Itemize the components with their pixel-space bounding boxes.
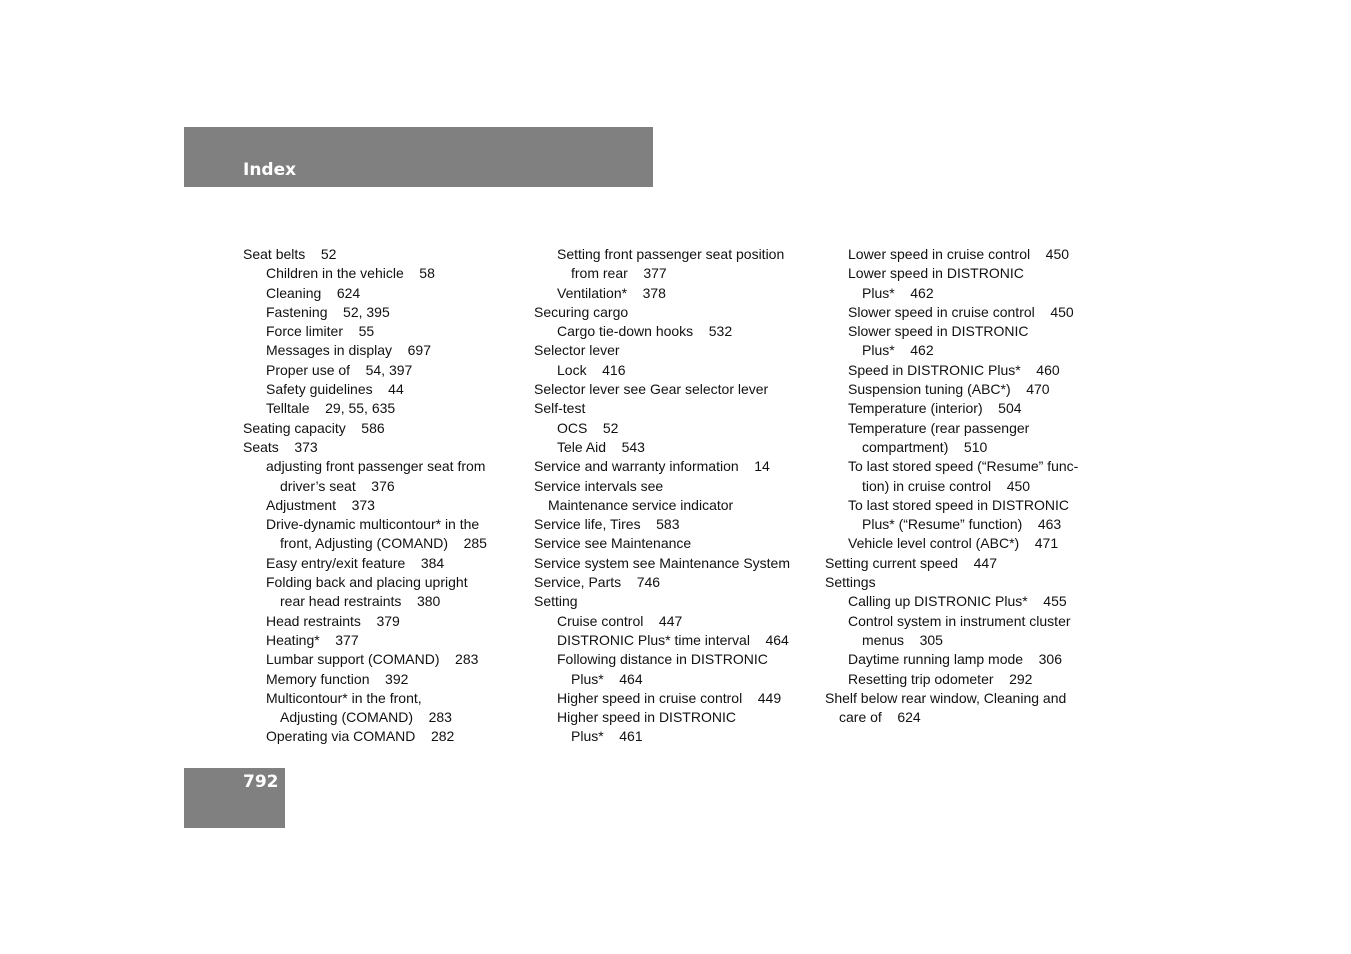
index-entry: Selector lever xyxy=(534,342,620,359)
index-subentry: Children in the vehicle 58 xyxy=(266,265,435,282)
index-subentry: Lower speed in cruise control 450 xyxy=(848,246,1070,262)
index-subentry: tion) in cruise control 450 xyxy=(862,477,1031,494)
index-subentry: Vehicle level control (ABC*) 471 xyxy=(848,535,1059,552)
index-subentry: Adjusting (COMAND) 283 xyxy=(280,709,452,726)
index-subentry: Ventilation* 378 xyxy=(557,284,666,301)
index-subentry: Messages in display 697 xyxy=(266,342,431,359)
index-subentry: Cruise control 447 xyxy=(557,612,683,629)
index-entry: Seating capacity 586 xyxy=(243,419,385,436)
index-entry: Setting xyxy=(534,593,578,610)
index-subentry: Plus* 461 xyxy=(571,728,643,745)
index-subentry: Calling up DISTRONIC Plus* 455 xyxy=(848,593,1067,610)
index-subentry: Control system in instrument cluster xyxy=(848,612,1071,629)
index-entry: Selector lever see Gear selector lever xyxy=(534,381,769,398)
index-entry: Service, Parts 746 xyxy=(534,574,661,591)
index-subentry: Resetting trip odometer 292 xyxy=(848,670,1033,687)
index-subentry: from rear 377 xyxy=(571,265,667,282)
header-bar xyxy=(184,127,653,187)
index-subentry: Head restraints 379 xyxy=(266,612,400,629)
index-subentry: Telltale 29, 55, 635 xyxy=(266,400,396,417)
index-subentry: OCS 52 xyxy=(557,419,619,436)
index-subentry: Adjustment 373 xyxy=(266,496,375,513)
index-subentry: Temperature (interior) 504 xyxy=(848,400,1022,417)
index-entry: Seats 373 xyxy=(243,438,318,455)
index-column-3 xyxy=(825,245,1105,727)
index-subentry: Higher speed in cruise control 449 xyxy=(557,689,782,706)
index-subentry: Plus* 462 xyxy=(862,342,934,359)
index-subentry: Fastening 52, 395 xyxy=(266,303,390,320)
index-subentry: front, Adjusting (COMAND) 285 xyxy=(280,535,487,552)
index-subentry: Cleaning 624 xyxy=(266,284,361,301)
index-entry: Securing cargo xyxy=(534,303,629,320)
index-subentry: Operating via COMAND 282 xyxy=(266,728,455,745)
index-subentry: Folding back and placing upright xyxy=(266,574,468,591)
index-subentry: Higher speed in DISTRONIC xyxy=(557,709,736,726)
index-subentry: Plus* 464 xyxy=(571,670,643,687)
index-subentry: Maintenance service indicator xyxy=(548,496,734,513)
index-subentry: Cargo tie-down hooks 532 xyxy=(557,323,733,340)
index-subentry: Tele Aid 543 xyxy=(557,438,645,455)
index-subentry: Force limiter 55 xyxy=(266,323,375,340)
index-subentry: Memory function 392 xyxy=(266,670,409,687)
index-entry: Service system see Maintenance System xyxy=(534,554,790,571)
index-subentry: To last stored speed in DISTRONIC xyxy=(848,496,1069,513)
index-subentry: DISTRONIC Plus* time interval 464 xyxy=(557,631,789,648)
index-entry: Service see Maintenance xyxy=(534,535,692,552)
index-subentry: driver’s seat 376 xyxy=(280,477,395,494)
index-entry: Setting current speed 447 xyxy=(825,554,997,571)
index-column-1 xyxy=(243,245,518,747)
index-subentry: Heating* 377 xyxy=(266,631,359,648)
index-entry: Self-test xyxy=(534,400,586,417)
index-subentry: menus 305 xyxy=(862,631,943,648)
index-subentry: Lumbar support (COMAND) 283 xyxy=(266,651,479,668)
index-entry: Service and warranty information 14 xyxy=(534,458,770,475)
index-subentry: Proper use of 54, 397 xyxy=(266,361,413,378)
page-number: 792 xyxy=(243,772,279,792)
index-subentry: Multicontour* in the front, xyxy=(266,689,422,706)
index-subentry: Lower speed in DISTRONIC xyxy=(848,265,1024,282)
index-subentry: Speed in DISTRONIC Plus* 460 xyxy=(848,361,1060,378)
index-entry: Service intervals see xyxy=(534,477,664,494)
index-entry: Settings xyxy=(825,574,876,591)
index-subentry: Slower speed in cruise control 450 xyxy=(848,303,1074,320)
index-subentry: Safety guidelines 44 xyxy=(266,381,404,398)
index-column-2 xyxy=(534,245,814,747)
index-subentry: adjusting front passenger seat from xyxy=(266,458,486,475)
index-subentry: Following distance in DISTRONIC xyxy=(557,651,768,668)
index-subentry: Setting front passenger seat position xyxy=(557,246,785,262)
index-entry: Service life, Tires 583 xyxy=(534,516,680,533)
index-subentry: rear head restraints 380 xyxy=(280,593,441,610)
index-subentry: care of 624 xyxy=(839,709,921,726)
index-subentry: Slower speed in DISTRONIC xyxy=(848,323,1029,340)
index-subentry: Daytime running lamp mode 306 xyxy=(848,651,1062,668)
index-subentry: Suspension tuning (ABC*) 470 xyxy=(848,381,1050,398)
page-title: Index xyxy=(243,160,297,180)
index-subentry: Plus* (“Resume” function) 463 xyxy=(862,516,1062,533)
index-subentry: Drive-dynamic multicontour* in the xyxy=(266,516,480,533)
index-entry: Shelf below rear window, Cleaning and xyxy=(825,689,1067,706)
index-subentry: Plus* 462 xyxy=(862,284,934,301)
index-subentry: Easy entry/exit feature 384 xyxy=(266,554,445,571)
index-subentry: Lock 416 xyxy=(557,361,626,378)
index-subentry: Temperature (rear passenger xyxy=(848,419,1030,436)
index-entry: Seat belts 52 xyxy=(243,246,337,262)
index-subentry: To last stored speed (“Resume” func- xyxy=(848,458,1079,475)
page-number-tab xyxy=(184,768,285,828)
index-subentry: compartment) 510 xyxy=(862,438,988,455)
